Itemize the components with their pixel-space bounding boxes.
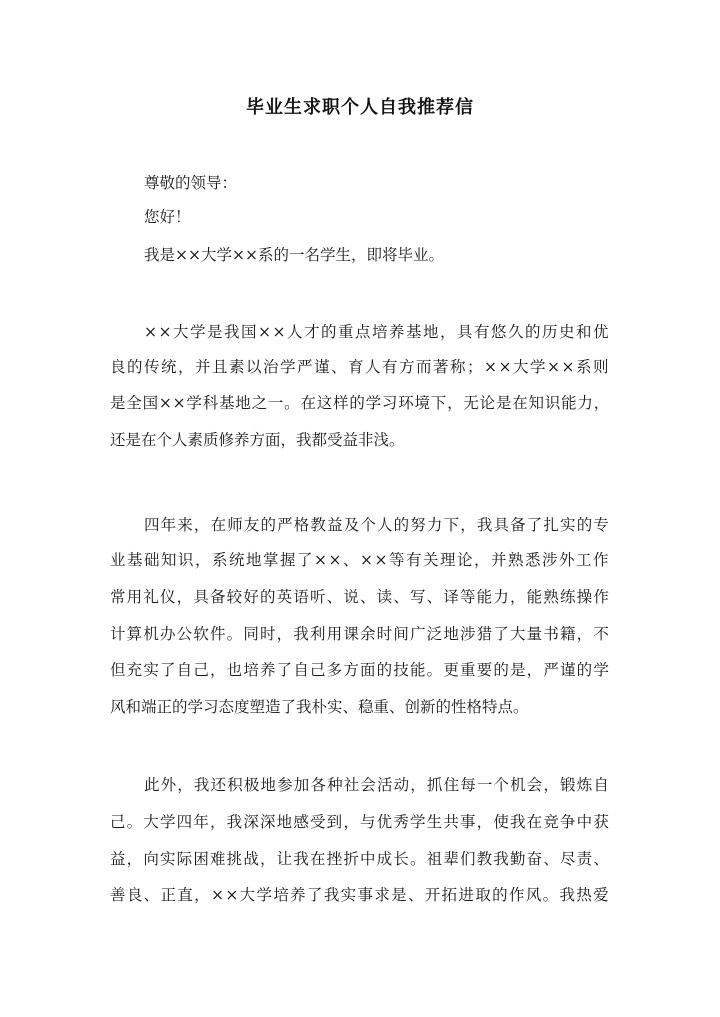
paragraph-3-line-3: 益，向实际困难挑战，让我在挫折中成长。祖辈们教我勤奋、尽责、 — [110, 850, 610, 868]
paragraph-1-line-2: 良的传统，并且素以治学严谨、育人有方而著称；××大学××系则 — [110, 358, 610, 376]
salutation: 尊敬的领导： — [144, 174, 238, 192]
document-title: 毕业生求职个人自我推荐信 — [246, 97, 474, 118]
paragraph-2-line-5: 但充实了自己，也培养了自己多方面的技能。更重要的是，严谨的学 — [110, 661, 610, 679]
paragraph-2-line-6: 风和端正的学习态度塑造了我朴实、稳重、创新的性格特点。 — [110, 698, 529, 716]
greeting: 您好！ — [144, 208, 191, 226]
paragraph-2-line-2: 业基础知识，系统地掌握了××、××等有关理论，并熟悉涉外工作 — [110, 551, 610, 569]
paragraph-2-line-4: 计算机办公软件。同时，我利用课余时间广泛地涉猎了大量书籍，不 — [110, 625, 610, 643]
paragraph-1-line-4: 还是在个人素质修养方面，我都受益非浅。 — [110, 431, 405, 449]
paragraph-3-line-1: 此外，我还积极地参加各种社会活动，抓住每一个机会，锻炼自 — [144, 776, 610, 794]
paragraph-1-line-1: ××大学是我国××人才的重点培养基地，具有悠久的历史和优 — [144, 323, 610, 341]
paragraph-1-line-3: 是全国××学科基地之一。在这样的学习环境下，无论是在知识能力， — [110, 394, 610, 412]
paragraph-2-line-3: 常用礼仪，具备较好的英语听、说、读、写、译等能力，能熟练操作 — [110, 588, 610, 606]
paragraph-3-line-2: 己。大学四年，我深深地感受到，与优秀学生共事，使我在竞争中获 — [110, 813, 610, 831]
intro-line: 我是××大学××系的一名学生，即将毕业。 — [144, 246, 444, 264]
paragraph-2-line-1: 四年来，在师友的严格教益及个人的努力下，我具备了扎实的专 — [144, 516, 610, 534]
paragraph-3-line-4: 善良、正直，××大学培养了我实事求是、开拓进取的作风。我热爱 — [110, 886, 610, 904]
